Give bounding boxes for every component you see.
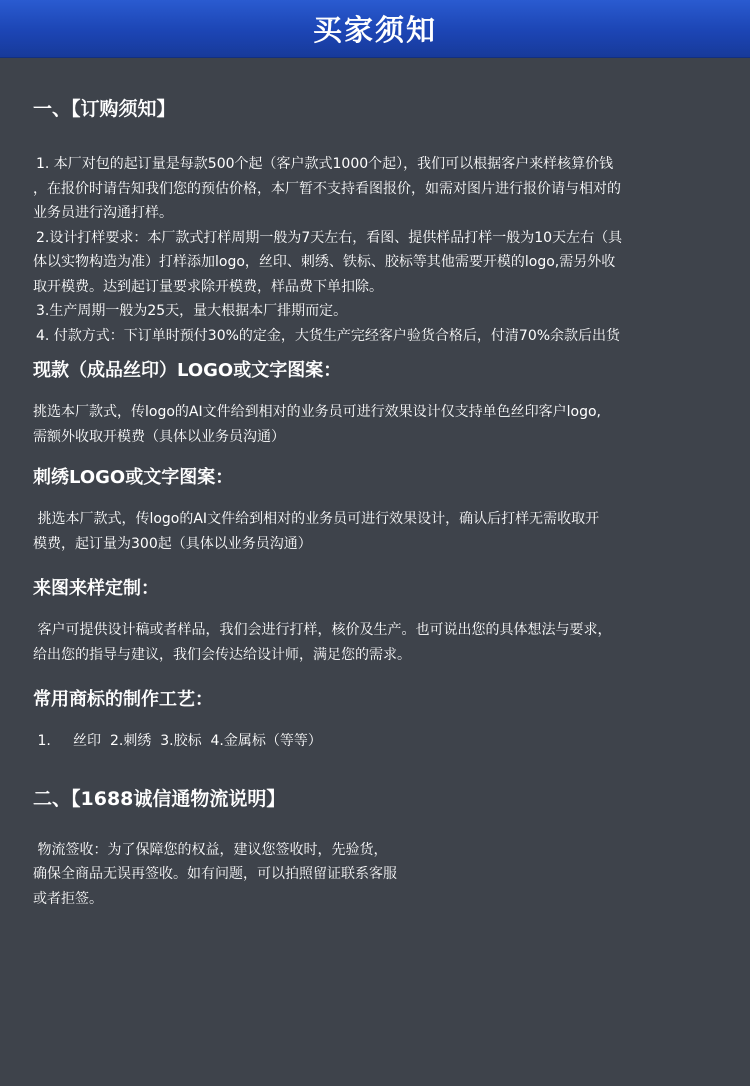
order-section-title: 一、【订购须知】	[33, 98, 176, 120]
embroidery-logo-title: 刺绣LOGO或文字图案：	[33, 467, 234, 488]
order-line: 4. 付款方式：下订单时预付30%的定金，大货生产完经客户验货合格后，付清70%余款后出货	[36, 327, 621, 344]
order-line: 3.生产周期一般为25天，量大根据本厂排期而定。	[36, 303, 348, 319]
custom-text	[33, 618, 723, 667]
embroidery-logo-line: 模费，起订量为300起（具体以业务员沟通）	[33, 535, 312, 552]
craft-title: 常用商标的制作工艺：	[33, 689, 213, 710]
order-line: 业务员进行沟通打样。	[33, 205, 173, 221]
printed-logo-title: 现款（成品丝印）LOGO或文字图案：	[33, 360, 342, 381]
printed-logo-text	[33, 400, 723, 449]
custom-line: 给出您的指导与建议，我们会传达给设计师，满足您的需求。	[33, 646, 411, 663]
embroidery-logo-text	[33, 507, 723, 556]
logistics-line: 或者拒签。	[33, 890, 103, 907]
custom-title: 来图来样定制：	[33, 578, 159, 599]
order-items	[33, 152, 723, 348]
embroidery-logo-line: 挑选本厂款式，传logo的AI文件给到相对的业务员可进行效果设计，确认后打样无需收取开	[33, 511, 600, 527]
header-banner	[0, 0, 750, 58]
notice-content	[33, 96, 723, 911]
order-line: ，在报价时请告知我们您的预估价格，本厂暂不支持看图报价，如需对图片进行报价请与相对的	[33, 180, 621, 197]
logistics-line: 确保全商品无误再签收。如有问题，可以拍照留证联系客服	[33, 866, 397, 882]
logistics-section-title: 二、【1688诚信通物流说明】	[33, 787, 286, 810]
logistics-line: 物流签收：为了保障您的权益，建议您签收时，先验货，	[33, 841, 388, 858]
page-title: 买家须知	[312, 13, 437, 47]
logistics-text	[33, 838, 723, 912]
order-line: 取开模费。达到起订量要求除开模费，样品费下单扣除。	[33, 278, 383, 295]
custom-line: 客户可提供设计稿或者样品，我们会进行打样，核价及生产。也可说出您的具体想法与要求，	[33, 622, 612, 638]
order-line: 体以实物构造为准）打样添加logo，丝印、刺绣、铁标、胶标等其他需要开模的logo,需另外收	[33, 254, 616, 270]
order-line: 1. 本厂对包的起订量是每款500个起（客户款式1000个起），我们可以根据客户来样核算价钱	[36, 156, 614, 172]
printed-logo-line: 挑选本厂款式，传logo的AI文件给到相对的业务员可进行效果设计仅支持单色丝印客户logo,	[33, 404, 601, 420]
printed-logo-line: 需额外收取开模费（具体以业务员沟通）	[33, 428, 285, 445]
craft-line: 1. 丝印 2.刺绣 3.胶标 4.金属标（等等）	[33, 733, 322, 749]
order-line: 2.设计打样要求：本厂款式打样周期一般为7天左右，看图、提供样品打样一般为10天左右（具	[36, 229, 623, 246]
